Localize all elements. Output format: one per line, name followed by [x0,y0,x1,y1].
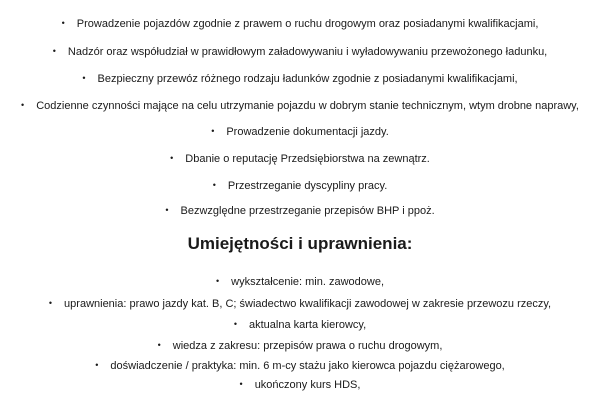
list-item [0,359,600,373]
bullet-icon: • [212,180,216,190]
skill-text: wykształcenie: min. zawodowe, [231,276,384,288]
duty-text: Prowadzenie dokumentacji jazdy. [226,126,389,138]
bullet-icon: • [165,205,169,215]
skills-heading: Umiejętności i uprawnienia: [187,234,413,253]
bullet-icon: • [211,126,215,136]
duty-text: Prowadzenie pojazdów zgodnie z prawem o ruchu drogowym oraz posiadanymi kwalifikacjami, [76,18,539,30]
list-item [0,152,600,166]
skill-text: ukończony kurs HDS, [254,379,361,391]
list-item [0,275,600,289]
list-item [0,318,600,332]
list-item [0,179,600,193]
skill-text: aktualna karta kierowcy, [248,319,367,331]
list-item [0,17,600,31]
duty-text: Bezwzględne przestrzeganie przepisów BHP i ppoż. [180,205,435,217]
duty-text: Przestrzeganie dyscypliny pracy. [227,180,388,192]
duty-text: Bezpieczny przewóz różnego rodzaju ładunków zgodnie z posiadanymi kwalifikacjami, [97,73,518,85]
bullet-icon: • [21,100,25,110]
list-item [0,378,600,392]
list-item [0,45,600,59]
list-item [0,204,600,218]
bullet-icon: • [52,46,56,56]
bullet-icon: • [61,18,65,28]
duty-text: Nadzór oraz współudział w prawidłowym załadowywaniu i wyładowywaniu przewożonego ładunku, [67,46,548,58]
list-item [0,297,600,311]
list-item [0,99,600,113]
bullet-icon: • [216,276,220,286]
skill-text: wiedza z zakresu: przepisów prawa o ruchu drogowym, [172,340,443,352]
bullet-icon: • [233,319,237,329]
duty-text: Codzienne czynności mające na celu utrzymanie pojazdu w dobrym stanie technicznym, wtym drobne naprawy, [36,100,579,112]
skill-text: doświadczenie / praktyka: min. 6 m-cy stażu jako kierowca pojazdu ciężarowego, [110,360,505,372]
cut-off-heading [0,0,600,4]
bullet-icon: • [82,73,86,83]
list-item [0,339,600,353]
bullet-icon: • [157,340,161,350]
bullet-icon: • [170,153,174,163]
bullet-icon: • [95,360,99,370]
bullet-icon: • [239,379,243,389]
duty-text: Dbanie o reputację Przedsiębiorstwa na zewnątrz. [185,153,430,165]
list-item [0,125,600,139]
skill-text: uprawnienia: prawo jazdy kat. B, C; świadectwo kwalifikacji zawodowej w zakresie przewozu rzeczy, [64,298,552,310]
list-item [0,72,600,86]
bullet-icon: • [48,298,53,308]
